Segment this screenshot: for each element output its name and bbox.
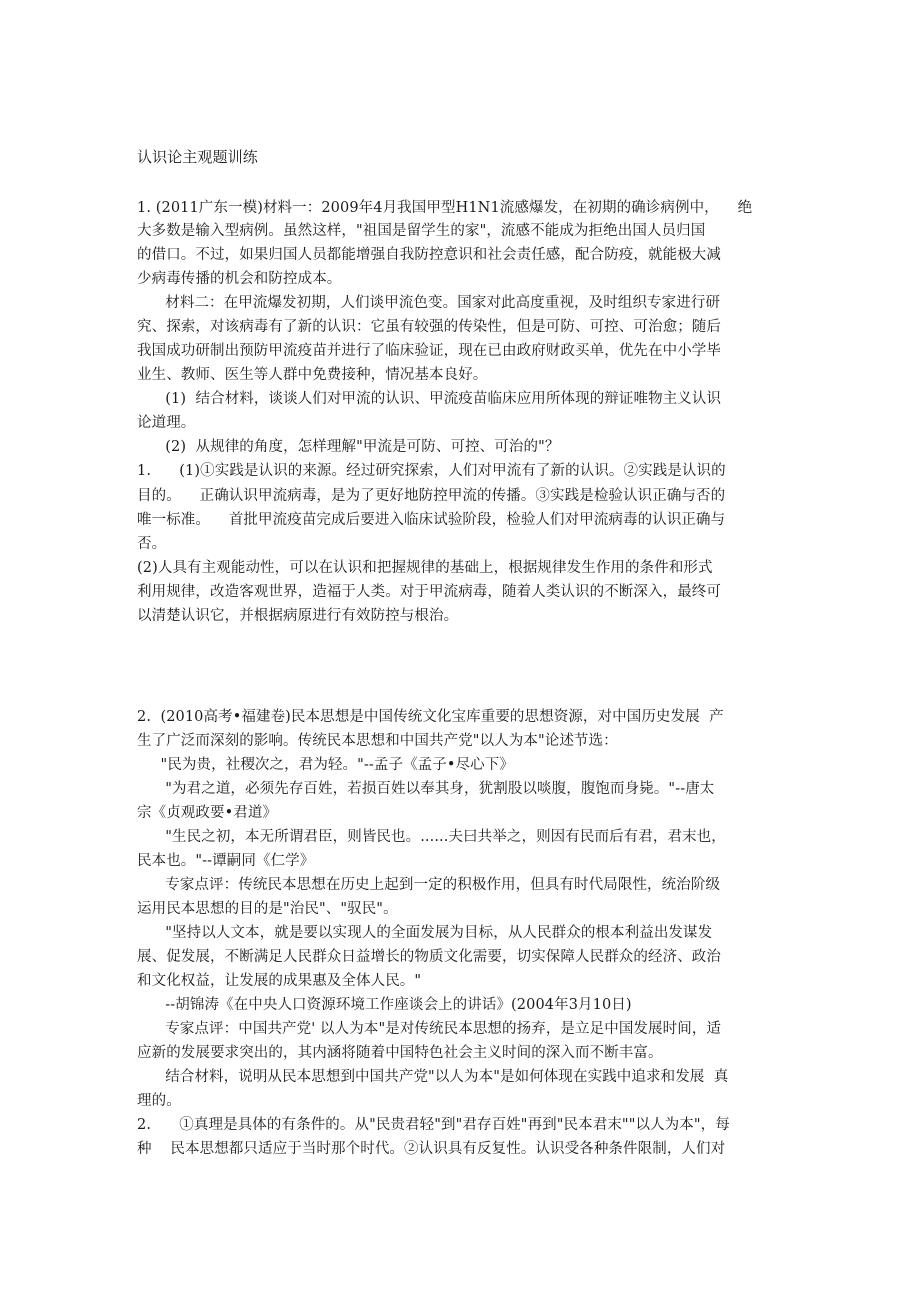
q2-line: 民本也。"--谭嗣同《仁学》	[137, 853, 315, 869]
q2-line: 宗《贞观政要•君道》	[137, 805, 278, 821]
a1-line: 否。	[137, 536, 167, 552]
q1-line: 的借口。不过，如果归国人员都能增强自我防控意识和社会责任感，配合防疫，就能极大减	[137, 247, 721, 263]
a2-line: 种 民本思想都只适应于当时那个时代。②认识具有反复性。认识受各种条件限制，人们对	[137, 1141, 726, 1157]
q1-line: 究、探索，对该病毒有了新的认识：它虽有较强的传染性，但是可防、可控、可治愈；随后	[137, 319, 721, 335]
q1-line: 业生、教师、医生等人群中免费接种，情况基本良好。	[137, 367, 488, 383]
a1-line: 以清楚认识它，并根据病原进行有效防控与根治。	[137, 608, 459, 624]
a1-line: 利用规律，改造客观世界，造福于人类。对于甲流病毒，随着人类认识的不断深入，最终可	[137, 584, 721, 600]
q2-line: 专家点评：中国共产党' 以人为本"是对传统民本思想的扬弃，是立足中国发展时间，适	[137, 1021, 722, 1037]
q2-line: 2. (2010高考•福建卷)民本思想是中国传统文化宝库重要的思想资源，对中国历史发展 产	[137, 709, 724, 725]
q1-line: 1. (2011广东一模)材料一：2009年4月我国甲型H1N1流感爆发，在初期的确诊病例中， 绝	[137, 200, 753, 216]
q1-line: 少病毒传播的机会和防控成本。	[137, 271, 342, 287]
document-title: 认识论主观题训练	[137, 148, 258, 166]
q1-line: (2) 从规律的角度，怎样理解"甲流是可防、可控、可治的"？	[137, 439, 560, 455]
q2-line: "民为贵，社稷次之，君为轻。"--孟子《孟子•尽心下》	[137, 757, 514, 773]
a2-line: 2. ①真理是具体的有条件的。从"民贵君轻"到"君存百姓"再到"民本君末""以人为本"，每	[137, 1117, 730, 1133]
q2-line: "坚持以人文本，就是要以实现人的全面发展为目标，从人民群众的根本利益出发谋发	[137, 925, 713, 941]
q2-line: 专家点评：传统民本思想在历史上起到一定的积极作用，但具有时代局限性，统治阶级	[137, 877, 721, 893]
q1-line: 大多数是输入型病例。虽然这样，"祖国是留学生的家"，流感不能成为拒绝出国人员归国	[137, 223, 706, 239]
q2-line: 运用民本思想的目的是"治民"、"驭民"。	[137, 901, 398, 917]
a1-line: (2)人具有主观能动性，可以在认识和把握规律的基础上，根据规律发生作用的条件和形式	[137, 560, 713, 576]
q2-line: 生了广泛而深刻的影响。传统民本思想和中国共产党"以人为本"论述节选：	[137, 733, 618, 749]
q2-line: 和文化权益，让发展的成果惠及全体人民。"	[137, 973, 422, 989]
q2-line: "为君之道，必须先存百姓，若损百姓以奉其身，犹割股以啖腹，腹饱而身毙。"--唐太	[137, 781, 715, 797]
q1-line: 论道理。	[137, 415, 196, 431]
q2-line: 结合材料，说明从民本思想到中国共产党"以人为本"是如何体现在实践中追求和发展 真	[137, 1069, 729, 1085]
q2-line: 理的。	[137, 1093, 181, 1109]
q2-line: "生民之初，本无所谓君臣，则皆民也。......夫曰共举之，则因有民而后有君，君末也，	[137, 829, 726, 845]
a1-line: 1. (1)①实践是认识的来源。经过研究探索，人们对甲流有了新的认识。②实践是认识的	[137, 463, 726, 479]
q1-line: 材料二：在甲流爆发初期，人们谈甲流色变。国家对此高度重视，及时组织专家进行研	[137, 295, 721, 311]
a1-line: 目的。 正确认识甲流病毒，是为了更好地防控甲流的传播。③实践是检验认识正确与否的	[137, 488, 726, 504]
q2-line: --胡锦涛《在中央人口资源环境工作座谈会上的讲话》(2004年3月10日)	[137, 997, 632, 1013]
q1-line: (1) 结合材料，谈谈人们对甲流的认识、甲流疫苗临床应用所体现的辩证唯物主义认识	[137, 391, 722, 407]
a1-line: 唯一标准。 首批甲流疫苗完成后要进入临床试验阶段，检验人们对甲流病毒的认识正确与	[137, 512, 726, 528]
q1-line: 我国成功研制出预防甲流疫苗并进行了临床验证，现在已由政府财政买单，优先在中小学毕	[137, 343, 721, 359]
q2-line: 应新的发展要求突出的，其内涵将随着中国特色社会主义时间的深入而不断丰富。	[137, 1045, 663, 1061]
q2-line: 展、促发展，不断满足人民群众日益增长的物质文化需要，切实保障人民群众的经济、政治	[137, 949, 721, 965]
